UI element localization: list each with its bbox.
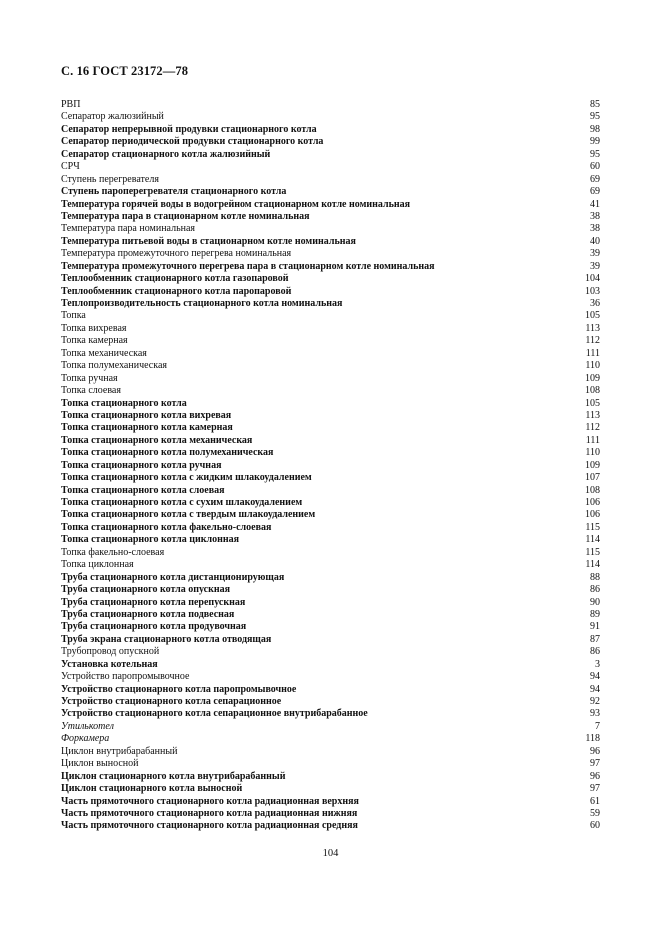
index-term: Труба стационарного котла продувочная [61, 621, 247, 633]
index-term: Форкамера [61, 733, 110, 745]
index-page-ref: 36 [590, 298, 600, 309]
index-entry [61, 310, 600, 322]
index-entry [61, 273, 600, 285]
index-page-ref: 99 [590, 136, 600, 148]
index-entry [61, 174, 600, 186]
index-term: Циклон стационарного котла выносной [61, 783, 243, 795]
index-entry [61, 335, 600, 347]
index-entry [61, 149, 600, 161]
index-entry [61, 211, 600, 223]
index-page-ref: 3 [595, 658, 600, 670]
index-page-ref: 114 [585, 534, 600, 546]
index-entry [61, 161, 600, 173]
index-term: Температура питьевой воды в стационарном котле номинальная [61, 235, 356, 247]
index-page-ref: 111 [585, 434, 600, 446]
index-page-ref: 40 [590, 235, 600, 247]
index-page-ref: 112 [585, 422, 600, 434]
page-number: 104 [322, 848, 339, 859]
index-page-ref: 112 [585, 335, 600, 347]
index-page-ref: 69 [590, 186, 600, 198]
index-term: Ступень перегревателя [61, 173, 159, 185]
index-term: Часть прямоточного стационарного котла радиационная средняя [61, 820, 358, 832]
index-page-ref: 39 [590, 260, 600, 272]
index-entry [61, 422, 600, 434]
index-term: Топка механическая [61, 347, 147, 359]
index-term: Топка стационарного котла факельно-слоевая [61, 521, 272, 533]
index-entry [61, 124, 600, 136]
index-page-ref: 86 [590, 646, 600, 658]
index-page-ref: 94 [590, 683, 600, 695]
index-term: Установка котельная [61, 658, 158, 670]
index-entry [61, 646, 600, 658]
index-term: Сепаратор стационарного котла жалюзийный [61, 148, 271, 160]
index-page-ref: 115 [585, 521, 600, 533]
index-entry [61, 771, 600, 783]
index-page-ref: 95 [590, 148, 600, 160]
index-term: Сепаратор периодической продувки стационарного котла [61, 136, 324, 148]
term-index-list [61, 99, 600, 833]
index-term: Температура горячей воды в водогрейном стационарном котле номинальная [61, 198, 411, 210]
index-entry [61, 684, 600, 696]
index-entry [61, 783, 600, 795]
index-term: Топка стационарного котла [61, 397, 187, 409]
index-term: Теплообменник стационарного котла паропаровой [61, 285, 292, 297]
index-page-ref: 104 [585, 273, 600, 285]
index-entry [61, 659, 600, 671]
index-page-ref: 7 [595, 720, 600, 732]
index-entry [61, 621, 600, 633]
index-page-ref: 111 [585, 347, 600, 359]
index-term: Трубопровод опускной [61, 646, 160, 658]
index-page-ref: 114 [585, 559, 600, 571]
index-entry [61, 485, 600, 497]
index-entry [61, 534, 600, 546]
index-page-ref: 115 [585, 546, 600, 558]
index-term: Утилькотел [61, 720, 114, 732]
index-entry [61, 708, 600, 720]
index-entry [61, 398, 600, 410]
index-page-ref: 69 [590, 173, 600, 185]
index-entry [61, 410, 600, 422]
index-term: Температура промежуточного перегрева номинальная [61, 248, 292, 260]
index-entry [61, 547, 600, 559]
index-term: Устройство стационарного котла сепарационное [61, 696, 282, 707]
index-term: Труба стационарного котла перепускная [61, 596, 246, 608]
index-entry [61, 796, 600, 808]
index-page-ref: 108 [585, 385, 600, 397]
index-entry [61, 696, 600, 708]
index-page-ref: 113 [585, 409, 600, 421]
index-term: Теплопроизводительность стационарного котла номинальная [61, 298, 343, 309]
index-entry [61, 261, 600, 273]
index-term: Топка стационарного котла циклонная [61, 534, 240, 546]
index-page-ref: 97 [590, 783, 600, 795]
index-entry [61, 136, 600, 148]
index-term: СРЧ [61, 161, 80, 173]
index-entry [61, 248, 600, 260]
index-page-ref: 94 [590, 671, 600, 683]
index-page-ref: 98 [590, 123, 600, 135]
index-term: Топка циклонная [61, 559, 134, 571]
index-term: Сепаратор жалюзийный [61, 111, 164, 123]
index-page-ref: 89 [590, 608, 600, 620]
index-page-ref: 39 [590, 248, 600, 260]
index-entry [61, 584, 600, 596]
index-entry [61, 286, 600, 298]
index-entry [61, 223, 600, 235]
index-entry [61, 820, 600, 832]
index-term: Часть прямоточного стационарного котла радиационная нижняя [61, 807, 358, 819]
index-page-ref: 96 [590, 745, 600, 757]
index-entry [61, 746, 600, 758]
index-entry [61, 472, 600, 484]
index-term: Циклон стационарного котла внутрибарабанный [61, 770, 286, 782]
index-term: Циклон выносной [61, 758, 139, 770]
index-term: Теплообменник стационарного котла газопаровой [61, 273, 289, 285]
index-page-ref: 38 [590, 223, 600, 235]
index-entry [61, 758, 600, 770]
index-page-ref: 86 [590, 584, 600, 596]
index-entry [61, 385, 600, 397]
index-page-ref: 108 [585, 484, 600, 496]
index-entry [61, 348, 600, 360]
index-term: Топка стационарного котла камерная [61, 422, 233, 434]
index-page-ref: 110 [585, 360, 600, 372]
index-term: Труба стационарного котла дистанционирующая [61, 571, 285, 583]
index-entry [61, 808, 600, 820]
index-page-ref: 60 [590, 820, 600, 832]
index-page-ref: 97 [590, 758, 600, 770]
index-term: Топка слоевая [61, 385, 121, 397]
index-entry [61, 236, 600, 248]
index-page-ref: 91 [590, 621, 600, 633]
index-term: Топка стационарного котла с твердым шлакоудалением [61, 509, 316, 521]
index-entry [61, 447, 600, 459]
index-term: Топка [61, 310, 86, 322]
index-entry [61, 597, 600, 609]
index-entry [61, 435, 600, 447]
index-page-ref: 107 [585, 472, 600, 484]
index-entry [61, 99, 600, 111]
page-header: С. 16 ГОСТ 23172—78 [61, 64, 189, 78]
index-term: Устройство паропромывочное [61, 671, 190, 683]
index-page-ref: 41 [590, 198, 600, 210]
index-entry [61, 497, 600, 509]
index-page-ref: 38 [590, 210, 600, 222]
index-page-ref: 96 [590, 770, 600, 782]
index-term: Топка камерная [61, 335, 128, 347]
index-entry [61, 559, 600, 571]
index-term: Температура пара номинальная [61, 223, 196, 235]
index-page-ref: 106 [585, 497, 600, 508]
index-page-ref: 93 [590, 708, 600, 720]
index-term: Часть прямоточного стационарного котла радиационная верхняя [61, 795, 359, 807]
index-page-ref: 60 [590, 161, 600, 173]
index-page-ref: 85 [590, 99, 600, 110]
index-term: Температура промежуточного перегрева пара в стационарном котле номинальная [61, 260, 435, 272]
index-page-ref: 106 [585, 509, 600, 521]
index-entry [61, 111, 600, 123]
index-entry [61, 609, 600, 621]
index-term: Труба стационарного котла опускная [61, 584, 231, 596]
index-page-ref: 103 [585, 285, 600, 297]
index-entry [61, 460, 600, 472]
index-entry [61, 360, 600, 372]
index-page-ref: 109 [585, 372, 600, 384]
index-entry [61, 323, 600, 335]
index-term: Температура пара в стационарном котле номинальная [61, 210, 310, 222]
index-term: Топка факельно-слоевая [61, 546, 165, 558]
index-page-ref: 61 [590, 795, 600, 807]
index-page-ref: 87 [590, 633, 600, 645]
index-entry [61, 298, 600, 310]
index-term: Топка вихревая [61, 322, 127, 334]
index-page-ref: 118 [585, 733, 600, 745]
index-page-ref: 113 [585, 322, 600, 334]
index-page-ref: 59 [590, 807, 600, 819]
index-page-ref: 105 [585, 397, 600, 409]
index-term: Топка стационарного котла с жидким шлакоудалением [61, 472, 312, 484]
index-page-ref: 92 [590, 696, 600, 707]
index-term: РВП [61, 99, 81, 110]
index-entry [61, 373, 600, 385]
index-term: Топка стационарного котла ручная [61, 459, 222, 471]
index-entry [61, 733, 600, 745]
index-entry [61, 522, 600, 534]
index-entry [61, 572, 600, 584]
index-term: Устройство стационарного котла паропромывочное [61, 683, 297, 695]
index-term: Топка полумеханическая [61, 360, 167, 372]
index-entry [61, 199, 600, 211]
index-entry [61, 721, 600, 733]
index-term: Устройство стационарного котла сепарационное внутрибарабанное [61, 708, 368, 720]
index-term: Циклон внутрибарабанный [61, 745, 178, 757]
index-term: Топка ручная [61, 372, 118, 384]
index-term: Топка стационарного котла вихревая [61, 409, 232, 421]
index-term: Труба экрана стационарного котла отводящая [61, 633, 272, 645]
index-term: Топка стационарного котла механическая [61, 434, 253, 446]
index-term: Топка стационарного котла полумеханическая [61, 447, 274, 459]
index-page-ref: 105 [585, 310, 600, 322]
index-term: Ступень пароперегревателя стационарного котла [61, 186, 287, 198]
index-entry [61, 671, 600, 683]
index-page-ref: 88 [590, 571, 600, 583]
index-entry [61, 634, 600, 646]
index-term: Труба стационарного котла подвесная [61, 608, 235, 620]
index-term: Топка стационарного котла с сухим шлакоудалением [61, 497, 303, 508]
index-page-ref: 109 [585, 459, 600, 471]
index-page-ref: 95 [590, 111, 600, 123]
index-entry [61, 509, 600, 521]
index-term: Сепаратор непрерывной продувки стационарного котла [61, 123, 317, 135]
index-term: Топка стационарного котла слоевая [61, 484, 225, 496]
index-entry [61, 186, 600, 198]
index-page-ref: 110 [585, 447, 600, 459]
index-page-ref: 90 [590, 596, 600, 608]
